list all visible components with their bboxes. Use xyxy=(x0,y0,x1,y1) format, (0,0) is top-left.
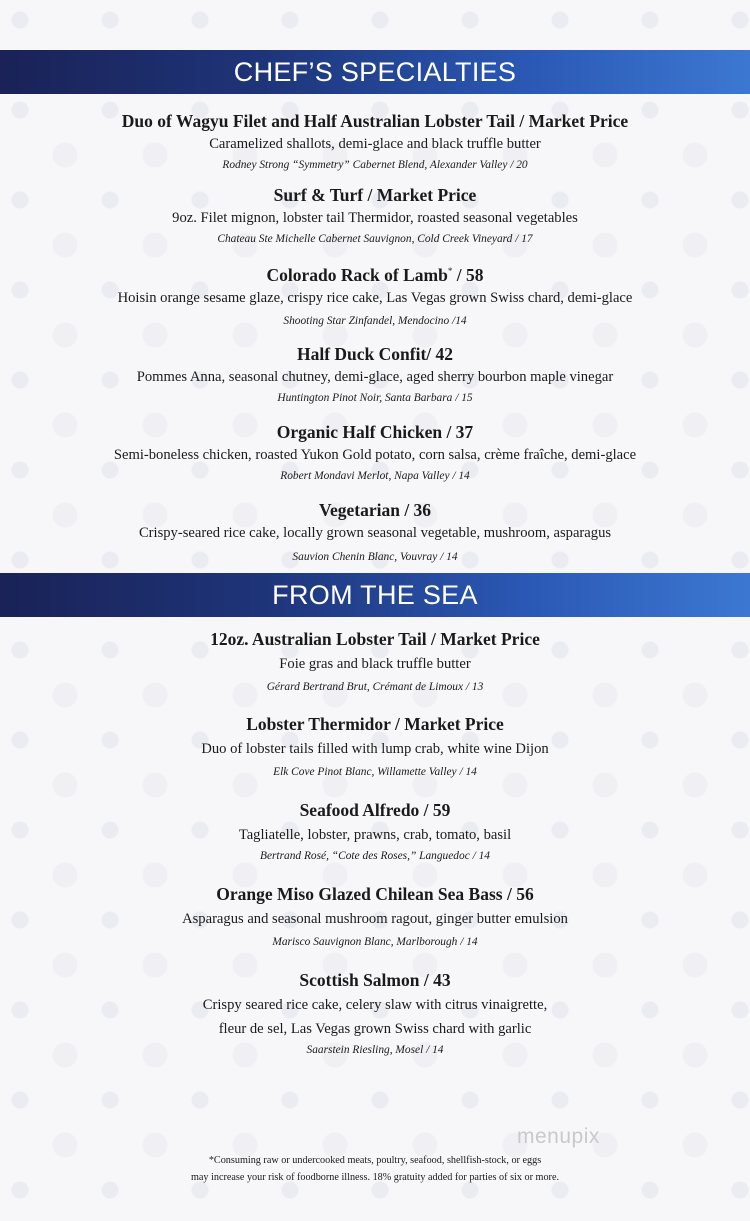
section-heading: CHEF’S SPECIALTIES xyxy=(233,56,517,87)
item-description: Foie gras and black truffle butter xyxy=(279,656,471,672)
item-description: Asparagus and seasonal mushroom ragout, ginger butter emulsion xyxy=(182,911,568,927)
item-title: Organic Half Chicken / 37 xyxy=(276,421,474,442)
menu-item xyxy=(0,969,750,1059)
menu-item xyxy=(0,799,750,865)
item-description-line: fleur de sel, Las Vegas grown Swiss chard with garlic xyxy=(218,1021,532,1037)
menu-item xyxy=(0,110,750,174)
item-wine-pairing: Huntington Pinot Noir, Santa Barbara / 15 xyxy=(277,391,473,404)
menu-item xyxy=(0,713,750,781)
section-banner-chefs-specialties xyxy=(0,50,750,94)
item-title: Seafood Alfredo / 59 xyxy=(299,800,451,820)
item-wine-pairing: Sauvion Chenin Blanc, Vouvray / 14 xyxy=(292,550,458,563)
item-title: Half Duck Confit/ 42 xyxy=(296,343,454,364)
item-wine-pairing: Elk Cove Pinot Blanc, Willamette Valley / 14 xyxy=(273,766,477,778)
item-wine-pairing: Bertrand Rosé, “Cote des Roses,” Languedoc / 14 xyxy=(259,850,490,862)
item-title: Lobster Thermidor / Market Price xyxy=(246,714,504,734)
item-description: Duo of lobster tails filled with lump crab, white wine Dijon xyxy=(201,741,549,757)
item-title: Duo of Wagyu Filet and Half Australian Lobster Tail / Market Price xyxy=(121,111,629,131)
menu-item xyxy=(0,343,750,407)
menu-item xyxy=(0,628,750,696)
menu-item xyxy=(0,184,750,248)
item-title: Orange Miso Glazed Chilean Sea Bass / 56 xyxy=(216,884,534,904)
item-wine-pairing: Rodney Strong “Symmetry” Cabernet Blend, Alexander Valley / 20 xyxy=(222,159,528,171)
item-wine-pairing: Gérard Bertrand Brut, Crémant de Limoux / 13 xyxy=(266,681,484,693)
item-title-name: Colorado Rack of Lamb xyxy=(266,264,448,285)
item-title: Vegetarian / 36 xyxy=(318,499,432,520)
menu-item xyxy=(0,421,750,485)
item-title: 12oz. Australian Lobster Tail / Market Price xyxy=(210,629,540,649)
item-description: Semi-boneless chicken, roasted Yukon Gold potato, corn salsa, crème fraîche, demi-glace xyxy=(113,446,637,463)
section-chefs-specialties xyxy=(0,110,750,566)
item-description: 9oz. Filet mignon, lobster tail Thermidor, roasted seasonal vegetables xyxy=(172,210,578,226)
item-title-asterisk: * xyxy=(447,266,453,276)
menupix-watermark: menupix xyxy=(517,1125,600,1148)
item-description: Tagliatelle, lobster, prawns, crab, tomato, basil xyxy=(238,827,512,843)
item-description: Pommes Anna, seasonal chutney, demi-glace, aged sherry bourbon maple vinegar xyxy=(136,368,614,385)
item-description-line: Crispy seared rice cake, celery slaw with citrus vinaigrette, xyxy=(202,997,548,1013)
section-banner-from-the-sea xyxy=(0,573,750,617)
section-from-the-sea xyxy=(0,628,750,1059)
item-title-price: / 58 xyxy=(452,264,484,285)
item-wine-pairing: Robert Mondavi Merlot, Napa Valley / 14 xyxy=(280,469,470,482)
item-description: Hoisin orange sesame glaze, crispy rice cake, Las Vegas grown Swiss chard, demi-glace xyxy=(117,289,633,306)
menu-item xyxy=(0,260,750,330)
menu-item xyxy=(0,499,750,566)
footnote-line: may increase your risk of foodborne illness. 18% gratuity added for parties of six or more. xyxy=(190,1172,560,1183)
item-title: Surf & Turf / Market Price xyxy=(273,185,477,205)
item-description: Caramelized shallots, demi-glace and black truffle butter xyxy=(209,136,541,152)
footnote xyxy=(0,1152,750,1186)
item-wine-pairing: Chateau Ste Michelle Cabernet Sauvignon, Cold Creek Vineyard / 17 xyxy=(217,233,533,245)
item-title: Scottish Salmon / 43 xyxy=(299,970,451,990)
item-description: Crispy-seared rice cake, locally grown seasonal vegetable, mushroom, asparagus xyxy=(138,524,612,541)
footnote-line: *Consuming raw or undercooked meats, poultry, seafood, shellfish-stock, or eggs xyxy=(208,1155,542,1166)
item-title xyxy=(0,260,750,286)
item-wine-pairing: Marisco Sauvignon Blanc, Marlborough / 14 xyxy=(272,936,478,948)
item-wine-pairing: Shooting Star Zinfandel, Mendocino /14 xyxy=(283,314,467,327)
section-heading: FROM THE SEA xyxy=(272,579,478,610)
menu-item xyxy=(0,883,750,951)
item-wine-pairing: Saarstein Riesling, Mosel / 14 xyxy=(306,1044,444,1056)
